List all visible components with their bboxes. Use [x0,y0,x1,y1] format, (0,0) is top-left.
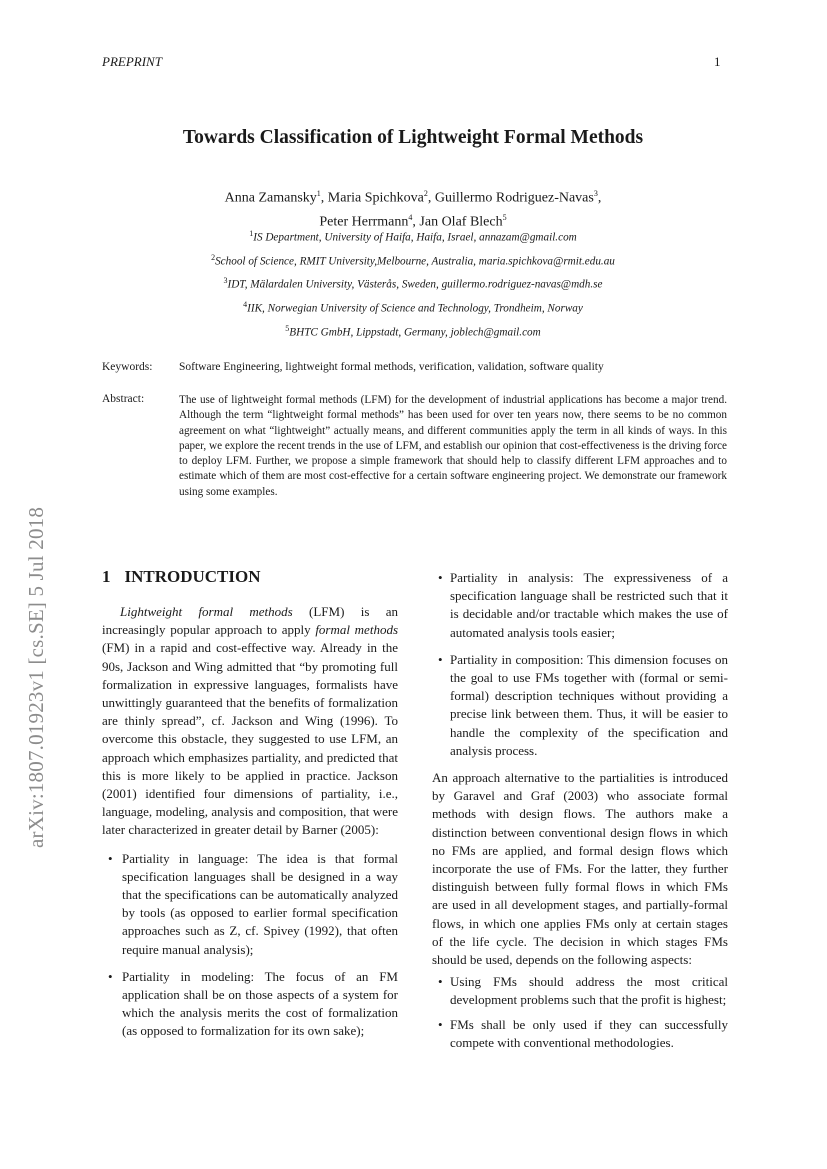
paper-title: Towards Classification of Lightweight Formal Methods [182,127,644,148]
abstract-text: The use of lightweight formal methods (LFM) for the development of industrial applications has become a major trend. Although the term “lightweight formal methods” has been used for over ten years now, there seems to be no common agreement on what “lightweight” actually means, and different communities apply the term in all kinds of ways. In this paper, we explore the recent trends in the use of LFM, and establish our opinion that cost-effectiveness is the driving force to deploy LFM. Further, we propose a simple framework that should help to classify different LFM approaches and to estimate which of them are most cost-effective for a certain software engineering project. We demonstrate our framework using some examples. [179,394,727,498]
intro-paragraph: Lightweight formal methods (LFM) is an increasingly popular approach to apply formal methods (FM) in a rapid and cost-effective way. Already in the 90s, Jackson and Wing admitted that “by promoting full formalization in expressive languages, formalists have unwittingly guaranteed that the benefits of formalization are thinly spread”, cf. Jackson and Wing (1996). To overcome this obstacle, they suggested to use LFM, an approach which emphasizes partiality, and predicted that this is more likely to be applied in practice. Jackson (2001) identified four dimensions of partiality, i.e., language, modeling, analysis and composition, that were later characterized in greater detail by Barner (2005): [102,604,398,838]
author-line-2: Peter Herrmann$^4$, Jan Olaf Blech$^5$ [319,212,507,230]
section-heading: 1 INTRODUCTION [102,567,261,586]
keywords-text: Software Engineering, lightweight formal methods, verification, validation, software quality [179,361,604,373]
left-column [102,603,398,1050]
list-item: • FMs shall be only used if they can successfully compete with conventional methodologies. [432,1016,728,1052]
arxiv-identifier: arXiv:1807.01923v1 [cs.SE] 5 Jul 2018 [24,506,48,848]
list-item: • Partiality in modeling: The focus of an FM application shall be on those aspects of a system for which the analysis merits the cost of formalization (as opposed to formalization for its own sake); [102,968,398,1041]
affiliation-item: $^1$IS Department, University of Haifa, Haifa, Israel, annazam@gmail.com [249,229,577,244]
partiality-list [102,850,398,1041]
list-item: • Partiality in language: The idea is that formal specification languages shall be designed in a way that the specifications can be automatically analyzed by tools (as opposed to earlier formal specification approaches such as Z, cf. Spivey (1992), that often require manual analysis); [102,850,398,959]
affiliation-list [102,224,724,343]
list-item: • Using FMs should address the most critical development problems such that the profit is highest; [432,973,728,1009]
affiliation-item: $^3$IDT, Mälardalen University, Västerås, Sweden, guillermo.rodriguez-navas@mdh.se [223,276,603,292]
partiality-list-continued [432,569,728,760]
right-column [432,569,728,1058]
affiliation-item: $^5$BHTC GmbH, Lippstadt, Germany, joblech@gmail.com [285,323,541,339]
design-flows-paragraph: An approach alternative to the partialities is introduced by Garavel and Graf (2003) who associate formal methods with design flows. The authors make a distinction between conventional design flows in which no FMs are applied, and formal design flows which incorporate the use of FMs. For the latter, they further distinguish between fully formal flows in which FMs are used in all development stages, and partially-formal flows, in which one applies FMs only at certain stages of the life cycle. The decision in which stages FMs should be used, depends on the following aspects: [432,770,728,968]
page-number: 1 [714,54,721,69]
aspects-list [432,973,728,1052]
affiliation-item: $^2$School of Science, RMIT University,Melbourne, Australia, maria.spichkova@rmit.edu.au [211,252,615,268]
author-line-1: Anna Zamansky$^1$, Maria Spichkova$^2$, Guillermo Rodriguez-Navas$^3$, [224,189,602,206]
abstract-label: Abstract: [102,393,145,405]
keywords-label: Keywords: [102,361,153,373]
affiliation-item: $^4$IIK, Norwegian University of Science and Technology, Trondheim, Norway [243,300,583,315]
running-header: PREPRINT [102,54,162,69]
list-item: • Partiality in analysis: The expressiveness of a specification language shall be restricted such that it is decidable and/or tractable which makes the use of automated analysis tools easier; [432,569,728,642]
list-item: • Partiality in composition: This dimension focuses on the goal to use FMs together with (formal or semi-formal) description techniques without providing a precise link between them. Thus, it will be easier to handle the complexity of the specification and analysis process. [432,651,728,760]
